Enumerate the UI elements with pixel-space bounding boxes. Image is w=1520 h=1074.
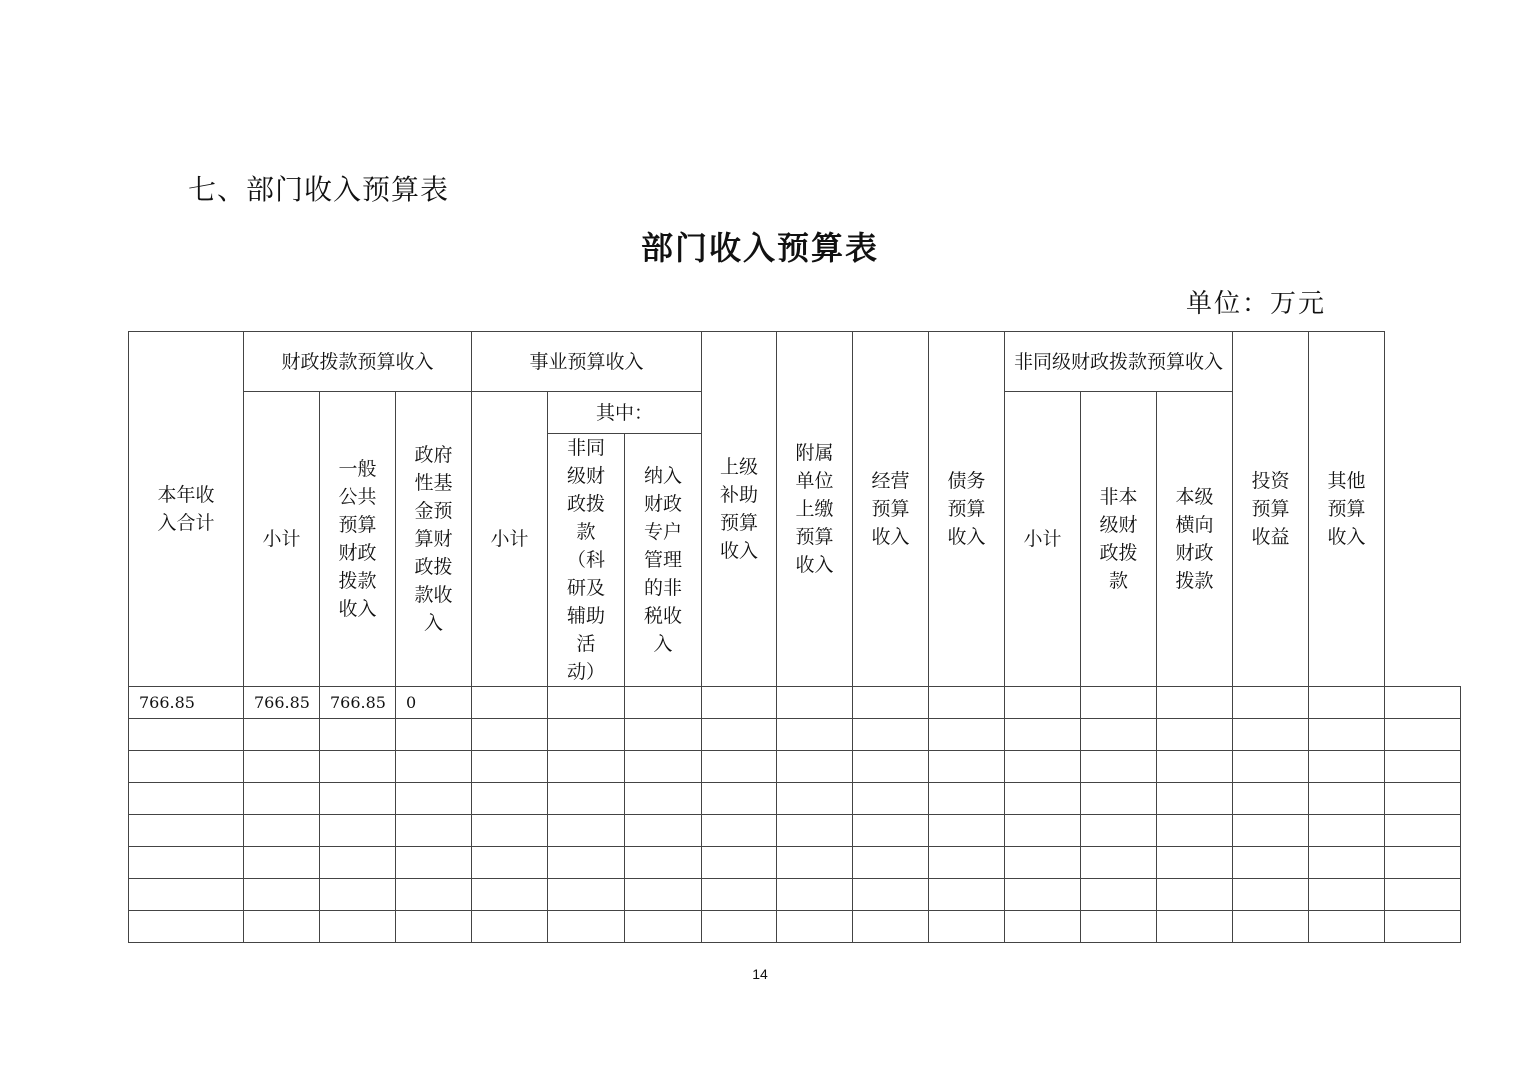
table-cell	[396, 751, 472, 783]
table-cell	[1309, 687, 1385, 719]
header-fiscal-group: 财政拨款预算收入	[244, 332, 472, 392]
table-cell	[1385, 783, 1461, 815]
table-cell	[777, 815, 853, 847]
table-cell	[853, 879, 929, 911]
table-cell	[777, 751, 853, 783]
table-cell	[244, 719, 320, 751]
header-non-same-level: 非同级财政拨款（科研及辅助活动）	[548, 434, 625, 687]
header-total: 本年收入合计	[129, 332, 244, 687]
table-cell	[1005, 751, 1081, 783]
table-cell	[244, 847, 320, 879]
table-cell	[1309, 719, 1385, 751]
table-row	[129, 847, 1461, 879]
table-cell	[1081, 815, 1157, 847]
table-cell	[777, 719, 853, 751]
table-cell	[702, 847, 777, 879]
table-cell	[472, 847, 548, 879]
table-cell	[1309, 847, 1385, 879]
table-cell	[929, 879, 1005, 911]
table-cell	[548, 751, 625, 783]
table-cell	[472, 751, 548, 783]
table-cell	[1157, 911, 1233, 943]
table-cell	[244, 815, 320, 847]
table-cell	[396, 783, 472, 815]
table-cell	[702, 911, 777, 943]
table-cell	[853, 783, 929, 815]
table-cell	[129, 719, 244, 751]
table-cell	[1309, 751, 1385, 783]
table-cell	[1081, 687, 1157, 719]
table-cell	[320, 879, 396, 911]
table-cell	[777, 687, 853, 719]
table-cell	[1157, 847, 1233, 879]
table-cell	[548, 879, 625, 911]
table-cell	[853, 911, 929, 943]
table-row	[129, 879, 1461, 911]
table-cell	[472, 783, 548, 815]
header-of-which: 其中：	[548, 392, 702, 434]
table-cell	[777, 879, 853, 911]
table-cell	[396, 847, 472, 879]
table-cell	[929, 687, 1005, 719]
header-special-account: 纳入财政专户管理的非税收入	[625, 434, 702, 687]
table-cell: 766.85	[244, 687, 320, 719]
table-cell	[929, 847, 1005, 879]
table-row	[129, 911, 1461, 943]
table-cell	[1233, 847, 1309, 879]
header-operating: 经营预算收入	[853, 332, 929, 687]
table-cell	[1309, 783, 1385, 815]
table-cell	[1385, 879, 1461, 911]
table-cell	[853, 751, 929, 783]
table-cell	[702, 719, 777, 751]
table-cell	[1309, 879, 1385, 911]
table-cell	[244, 751, 320, 783]
table-cell	[548, 815, 625, 847]
table-cell	[1233, 783, 1309, 815]
table-cell	[1385, 911, 1461, 943]
table-cell: 766.85	[129, 687, 244, 719]
table-row	[129, 815, 1461, 847]
table-cell	[244, 783, 320, 815]
table-cell: 0	[396, 687, 472, 719]
table-cell	[1081, 847, 1157, 879]
page-number: 14	[752, 966, 768, 982]
income-budget-table	[128, 331, 1461, 943]
table-cell	[548, 687, 625, 719]
table-cell	[1157, 783, 1233, 815]
table-cell	[1157, 879, 1233, 911]
header-non-this-level: 非本级财政拨款	[1081, 392, 1157, 687]
section-heading: 七、部门收入预算表	[188, 173, 450, 206]
table-cell	[1005, 783, 1081, 815]
table-cell	[1233, 687, 1309, 719]
table-cell	[396, 815, 472, 847]
table-cell	[129, 751, 244, 783]
table-cell	[625, 911, 702, 943]
table-cell	[1005, 815, 1081, 847]
table-cell	[929, 751, 1005, 783]
table-cell	[1157, 719, 1233, 751]
table-row	[129, 687, 1461, 719]
table-cell	[702, 815, 777, 847]
table-cell	[1233, 815, 1309, 847]
table-cell	[929, 815, 1005, 847]
table-row	[129, 751, 1461, 783]
table-cell	[129, 879, 244, 911]
table-cell	[702, 879, 777, 911]
header-superior-subsidy: 上级补助预算收入	[702, 332, 777, 687]
table-cell	[1005, 719, 1081, 751]
table-cell	[472, 879, 548, 911]
table-cell	[1385, 847, 1461, 879]
table-cell	[777, 911, 853, 943]
header-general-public: 一般公共预算财政拨款收入	[320, 392, 396, 687]
table-cell	[625, 815, 702, 847]
table-cell	[320, 815, 396, 847]
table-cell	[1385, 719, 1461, 751]
table-cell	[472, 815, 548, 847]
table-body	[129, 687, 1461, 943]
table-cell	[244, 879, 320, 911]
header-business-group: 事业预算收入	[472, 332, 702, 392]
table-cell	[129, 847, 244, 879]
table-cell	[625, 719, 702, 751]
table-cell	[1385, 815, 1461, 847]
table-cell	[625, 751, 702, 783]
table-cell	[625, 783, 702, 815]
table-cell	[777, 783, 853, 815]
table-row	[129, 719, 1461, 751]
table-cell	[1157, 751, 1233, 783]
table-cell	[1005, 687, 1081, 719]
header-non-same-subtotal: 小计	[1005, 392, 1081, 687]
table-cell	[396, 719, 472, 751]
table-cell	[1081, 783, 1157, 815]
table-cell	[1005, 879, 1081, 911]
table-cell	[625, 847, 702, 879]
table-cell	[1309, 815, 1385, 847]
table-cell	[777, 847, 853, 879]
table-cell	[1233, 879, 1309, 911]
table-cell	[625, 879, 702, 911]
header-non-same-group: 非同级财政拨款预算收入	[1005, 332, 1233, 392]
header-other: 其他预算收入	[1309, 332, 1385, 687]
table-cell	[1385, 687, 1461, 719]
table-cell	[320, 847, 396, 879]
table-cell	[853, 719, 929, 751]
table-cell	[244, 911, 320, 943]
table-cell	[396, 911, 472, 943]
table-cell	[548, 783, 625, 815]
table-cell	[853, 815, 929, 847]
table-cell	[548, 719, 625, 751]
header-debt: 债务预算收入	[929, 332, 1005, 687]
table-cell	[929, 911, 1005, 943]
table-cell	[472, 687, 548, 719]
table-cell	[320, 719, 396, 751]
table-cell	[320, 783, 396, 815]
table-cell	[1081, 719, 1157, 751]
table-cell	[472, 719, 548, 751]
table-cell	[702, 783, 777, 815]
table-cell	[129, 815, 244, 847]
table-cell	[1233, 911, 1309, 943]
table-cell	[929, 719, 1005, 751]
table-cell	[1005, 847, 1081, 879]
table-cell	[1157, 687, 1233, 719]
table-cell	[1081, 879, 1157, 911]
table-cell	[1309, 911, 1385, 943]
header-gov-fund: 政府性基金预算财政拨款收入	[396, 392, 472, 687]
table-cell	[625, 687, 702, 719]
header-affiliated: 附属单位上缴预算收入	[777, 332, 853, 687]
table-cell: 766.85	[320, 687, 396, 719]
unit-label: 单位：万元	[1186, 289, 1327, 319]
table-cell	[1005, 911, 1081, 943]
table-cell	[702, 751, 777, 783]
table-cell	[320, 751, 396, 783]
table-row	[129, 783, 1461, 815]
table-cell	[472, 911, 548, 943]
table-cell	[929, 783, 1005, 815]
table-cell	[1157, 815, 1233, 847]
page-title: 部门收入预算表	[640, 229, 879, 267]
header-business-subtotal: 小计	[472, 392, 548, 687]
table-cell	[1385, 751, 1461, 783]
header-investment: 投资预算收益	[1233, 332, 1309, 687]
table-cell	[320, 911, 396, 943]
table-cell	[548, 911, 625, 943]
table-cell	[853, 687, 929, 719]
table-cell	[1233, 751, 1309, 783]
table-cell	[129, 911, 244, 943]
table-cell	[396, 879, 472, 911]
header-horizontal: 本级横向财政拨款	[1157, 392, 1233, 687]
table-cell	[1081, 751, 1157, 783]
table-cell	[853, 847, 929, 879]
table-cell	[548, 847, 625, 879]
table-cell	[129, 783, 244, 815]
table-cell	[1081, 911, 1157, 943]
table-cell	[1233, 719, 1309, 751]
table-cell	[702, 687, 777, 719]
header-fiscal-subtotal: 小计	[244, 392, 320, 687]
